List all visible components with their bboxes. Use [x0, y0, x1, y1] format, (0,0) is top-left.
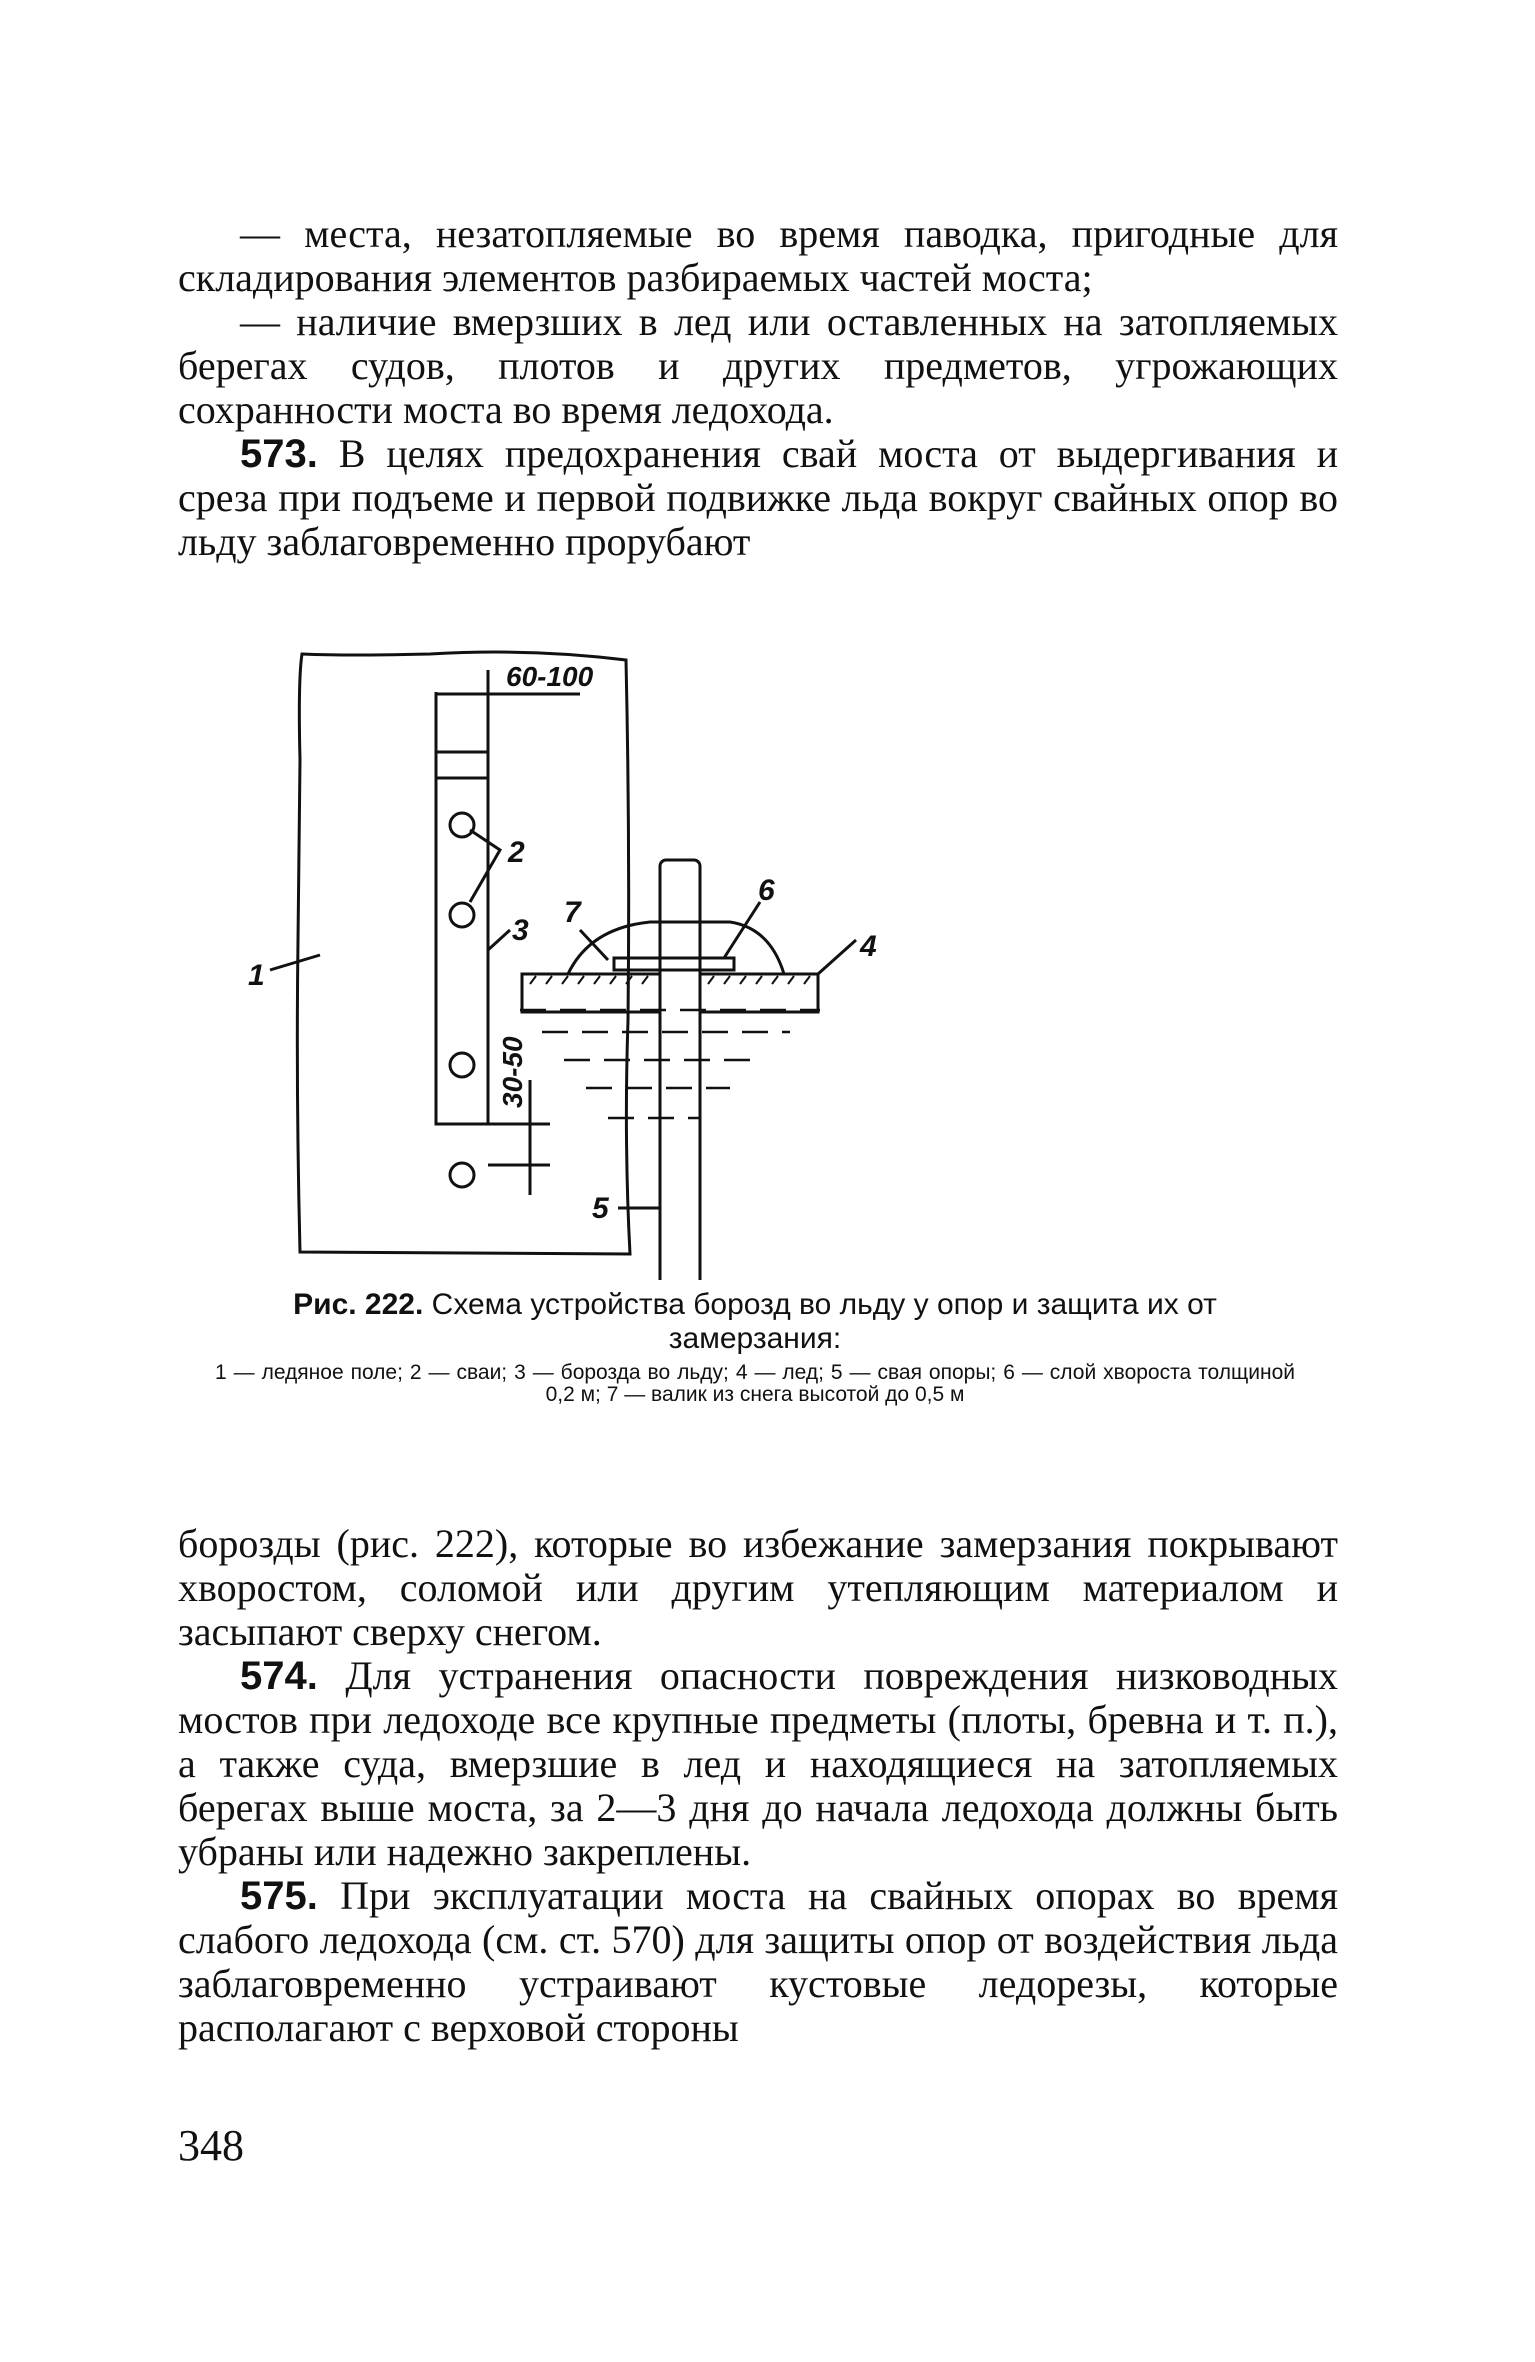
pile-circle-2: [450, 903, 474, 927]
label-6: 6: [758, 874, 775, 907]
ice-hatch-r6: [804, 976, 810, 984]
pile-circle-4: [450, 1163, 474, 1187]
ice-hatch-l7: [642, 976, 648, 984]
ice-hatch-l4: [594, 976, 600, 984]
groove-strip: [436, 752, 488, 1124]
article-number: 573.: [240, 432, 318, 476]
label-3: 3: [512, 914, 529, 947]
brushwood-layer: [614, 958, 734, 970]
figure-caption: [215, 1288, 1295, 1406]
text-block-top: [178, 212, 1338, 564]
paragraph-575: [178, 1874, 1338, 2050]
ice-block-left: [522, 974, 660, 1012]
page-number: 348: [178, 2121, 244, 2170]
label-4: 4: [860, 930, 877, 963]
ice-hatch-l0: [530, 976, 536, 984]
figure-label: Рис. 222.: [293, 1288, 424, 1321]
leader-2: [470, 830, 500, 902]
ice-hatch-r3: [756, 976, 762, 984]
ice-hatch-r0: [708, 976, 714, 984]
ice-hatch-l1: [546, 976, 552, 984]
paragraph-text: Для устранения опасности повреждения низководных мостов при ледоходе все крупные предметы (плоты, бревна и т. п.), а также суда, вмерзшие в лед и находящиеся на затопляемых берегах выше моста, за 2—3 дня до начала ледохода должны быть убраны или надежно закреплены.: [178, 1653, 1338, 1874]
paragraph-574: [178, 1654, 1338, 1874]
label-2: 2: [508, 836, 525, 869]
ice-hatch-l3: [578, 976, 584, 984]
leader-3: [488, 930, 510, 950]
leader-1: [270, 955, 320, 970]
paragraph-frozen-objects: — наличие вмерзших в лед или оставленных на затопляемых берегах судов, плотов и других предметов, угрожающих сохранности моста во время ледохода.: [178, 299, 1338, 432]
ice-hatch-l5: [610, 976, 616, 984]
paragraph-573: [178, 432, 1338, 564]
label-1: 1: [248, 959, 265, 992]
pile-circle-1: [450, 813, 474, 837]
caption-title-text: Схема устройства борозд во льду у опор и защита их от замерзания:: [423, 1288, 1217, 1355]
paragraph-text: При эксплуатации моста на свайных опорах во время слабого ледохода (см. ст. 570) для защиты опор от воздействия льда заблаговременно устраивают кустовые ледорезы, которые располагают с верховой стороны: [178, 1873, 1338, 2050]
ice-hatch-r5: [788, 976, 794, 984]
figure-222: [230, 640, 1330, 1280]
caption-legend: 1 — ледяное поле; 2 — сваи; 3 — борозда во льду; 4 — лед; 5 — свая опоры; 6 — слой хвороста толщиной 0,2 м; 7 — валик из снега высотой до 0,5 м: [215, 1361, 1295, 1406]
snow-mound: [568, 922, 784, 974]
leader-4: [818, 940, 856, 974]
paragraph-grooves: борозды (рис. 222), которые во избежание замерзания покрывают хворостом, соломой или другим утепляющим материалом и засыпают сверху снегом.: [178, 1521, 1338, 1654]
ice-hatch-l2: [562, 976, 568, 984]
ice-hatch-r1: [724, 976, 730, 984]
label-5: 5: [592, 1192, 609, 1225]
label-7: 7: [564, 896, 581, 929]
ice-hatch-r2: [740, 976, 746, 984]
article-number: 575.: [240, 1874, 318, 1918]
pile-circle-3: [450, 1053, 474, 1077]
caption-title: [215, 1288, 1295, 1356]
dim-label-top: 60-100: [506, 661, 594, 692]
figure-drawing: [230, 640, 1330, 1280]
paragraph-dry-places: — места, незатопляемые во время паводка, пригодные для складирования элементов разбираемых частей моста;: [178, 211, 1338, 300]
article-number: 574.: [240, 1654, 318, 1698]
text-block-bottom: [178, 1522, 1338, 2050]
ice-hatch-r4: [772, 976, 778, 984]
dim-label-side: 30-50: [497, 1036, 528, 1108]
paragraph-text: В целях предохранения свай моста от выдергивания и среза при подъеме и первой подвижке льда вокруг свайных опор во льду заблаговременно прорубают: [178, 431, 1338, 564]
